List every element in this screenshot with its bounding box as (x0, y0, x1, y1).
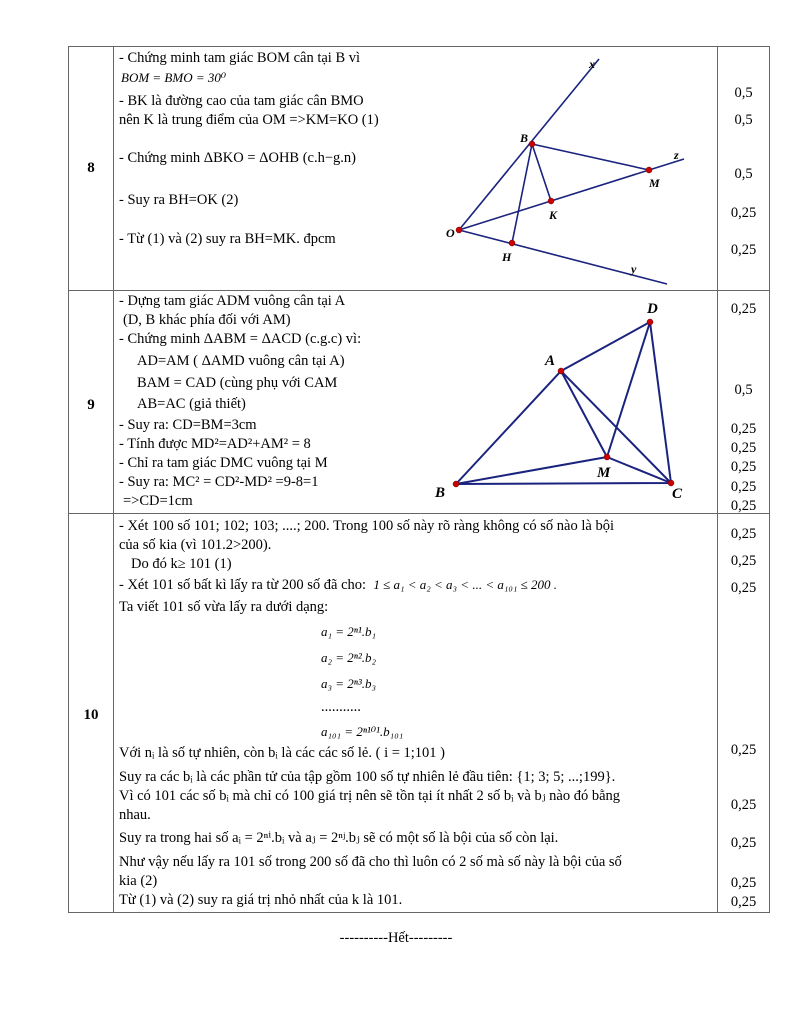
ellipsis-line: ........... (321, 699, 361, 715)
segment-am (561, 371, 607, 457)
solution-line: Suy ra trong hai số aᵢ = 2ⁿⁱ.bᵢ và aⱼ = 2ⁿʲ.bⱼ sẽ có một số là bội của số còn lại. (119, 830, 559, 846)
score: 0,25 (730, 205, 757, 221)
label-h: H (502, 250, 512, 264)
solution-line: - Suy ra BH=OK (2) (119, 192, 239, 208)
solution-line: - Dựng tam giác ADM vuông cân tại A (119, 293, 346, 309)
solution-line: - Xét 100 số 101; 102; 103; ....; 200. Trong 100 số này rõ ràng không có số nào là bội (119, 518, 614, 534)
label-z: z (674, 148, 679, 162)
label-c: C (672, 486, 683, 502)
geometry-figure-q9 (427, 299, 717, 509)
triangle-abc (456, 371, 671, 484)
end-marker: ----------Hết--------- (339, 930, 453, 946)
point-h (509, 240, 515, 246)
question-number: 8 (87, 160, 95, 176)
score: 0,25 (730, 553, 757, 569)
score: 0,25 (730, 526, 757, 542)
solution-line: - Suy ra: MC² = CD²-MD² =9-8=1 (119, 474, 319, 490)
score: 0,5 (734, 382, 753, 398)
segment-mc (607, 457, 671, 483)
score: 0,5 (734, 166, 753, 182)
solution-line: (D, B khác phía đối với AM) (123, 312, 291, 328)
solution-line: Suy ra các bᵢ là các phần tử của tập gồm 100 số tự nhiên lẻ đầu tiên: {1; 3; 5; ...;199}. (119, 769, 616, 785)
score: 0,25 (730, 301, 757, 317)
question-number: 9 (87, 397, 95, 413)
solution-line: BAM = CAD (cùng phụ với CAM (137, 375, 338, 391)
point-a (558, 368, 564, 374)
label-k: K (549, 208, 558, 222)
formula-a2: a₂ = 2ⁿ².b₂ (321, 650, 377, 665)
score: 0,5 (734, 85, 753, 101)
score: 0,25 (730, 242, 757, 258)
question-number: 10 (83, 707, 99, 723)
solution-line: - Tính được MD²=AD²+AM² = 8 (119, 436, 311, 452)
point-k (548, 198, 554, 204)
segment-dc (650, 322, 671, 483)
solution-line: - Từ (1) và (2) suy ra BH=MK. đpcm (119, 231, 336, 247)
solution-line: - Xét 101 số bất kì lấy ra từ 200 số đã cho: 1 ≤ a₁ < a₂ < a₃ < ... < a₁₀₁ ≤ 200 . (119, 577, 558, 593)
solution-line: AB=AC (giả thiết) (137, 396, 246, 412)
solution-line: nhau. (119, 807, 151, 823)
solution-line: của số kia (vì 101.2>200). (119, 537, 272, 553)
point-b (453, 481, 459, 487)
solution-line: AD=AM ( ΔAMD vuông cân tại A) (137, 353, 345, 369)
solution-line: - Chứng minh ΔBKO = ΔOHB (c.h−g.n) (119, 150, 356, 166)
label-o: O (446, 226, 455, 240)
formula-a101: a₁₀₁ = 2ⁿ¹⁰¹.b₁₀₁ (321, 724, 404, 739)
solution-line: Như vậy nếu lấy ra 101 số trong 200 số đã cho thì luôn có 2 số mà số này là bội của số (119, 854, 622, 870)
score: 0,25 (730, 498, 757, 514)
score: 0,25 (730, 440, 757, 456)
point-d (647, 319, 653, 325)
score: 0,25 (730, 797, 757, 813)
label-b: B (435, 485, 446, 501)
solution-line: Vì có 101 các số bᵢ mà chỉ có 100 giá trị nên sẽ tồn tại ít nhất 2 số bᵢ và bⱼ nào đó bằng (119, 788, 621, 804)
row-divider (69, 513, 769, 514)
solution-line: kia (2) (119, 873, 158, 889)
label-y: y (631, 262, 637, 276)
segment-bh (512, 144, 532, 243)
point-b (529, 141, 535, 147)
solution-line: =>CD=1cm (123, 493, 193, 509)
solution-line: - Chứng minh ΔABM = ΔACD (c.g.c) vì: (119, 331, 362, 347)
point-o (456, 227, 462, 233)
column-divider (113, 47, 114, 912)
solution-line: nên K là trung điểm của OM =>KM=KO (1) (119, 112, 379, 128)
formula-a3: a₃ = 2ⁿ³.b₃ (321, 676, 377, 691)
score: 0,5 (734, 112, 753, 128)
score: 0,25 (730, 479, 757, 495)
point-m (604, 454, 610, 460)
score: 0,25 (730, 421, 757, 437)
solution-line: - Chỉ ra tam giác DMC vuông tại M (119, 455, 328, 471)
segment-bk (532, 144, 551, 201)
solution-line: - Chứng minh tam giác BOM cân tại B vì (119, 50, 361, 66)
score: 0,25 (730, 875, 757, 891)
row-divider (69, 290, 769, 291)
point-m (646, 167, 652, 173)
solution-line: Với nᵢ là số tự nhiên, còn bᵢ là các các số lẻ. ( i = 1;101 ) (119, 745, 446, 761)
label-d: D (647, 301, 658, 317)
score: 0,25 (730, 580, 757, 596)
solution-line: Từ (1) và (2) suy ra giá trị nhỏ nhất của k là 101. (119, 892, 403, 908)
score: 0,25 (730, 742, 757, 758)
label-x: x (589, 57, 595, 71)
solution-line: - Suy ra: CD=BM=3cm (119, 417, 257, 433)
answer-table (68, 46, 770, 913)
score: 0,25 (730, 894, 757, 910)
solution-line: Do đó k≥ 101 (1) (131, 556, 232, 572)
solution-line: Ta viết 101 số vừa lấy ra dưới dạng: (119, 599, 329, 615)
solution-line: - BK là đường cao của tam giác cân BMO (119, 93, 364, 109)
label-m: M (597, 465, 611, 481)
label-b: B (520, 131, 529, 145)
segment-bm (532, 144, 649, 170)
score: 0,25 (730, 835, 757, 851)
score: 0,25 (730, 459, 757, 475)
solution-formula: BOM = BMO = 30⁰ (121, 70, 227, 85)
formula-a1: a₁ = 2ⁿ¹.b₁ (321, 624, 377, 639)
label-m: M (649, 176, 660, 190)
label-a: A (545, 353, 556, 369)
geometry-figure-q8 (439, 55, 719, 287)
